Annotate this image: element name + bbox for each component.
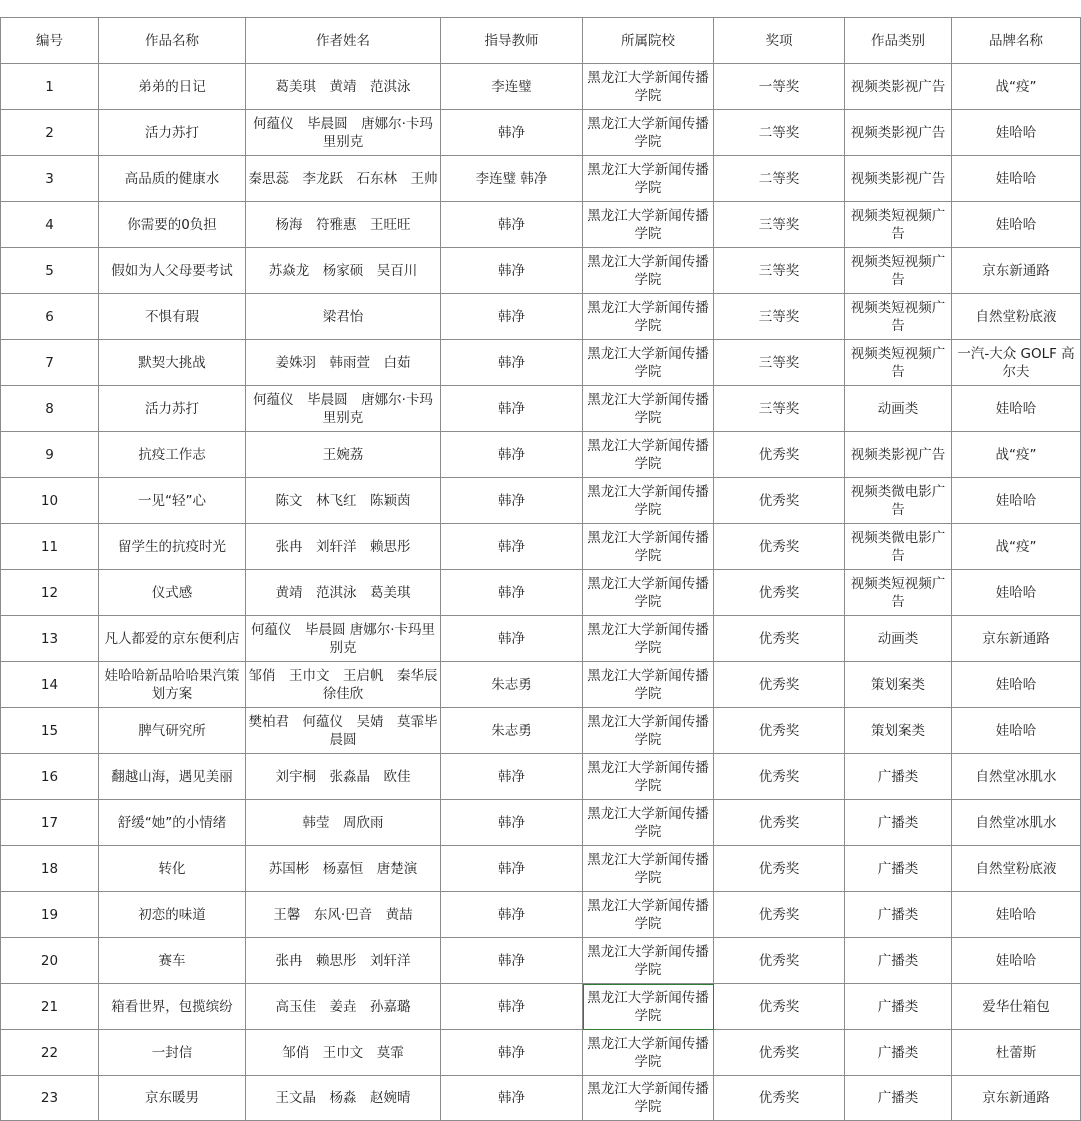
cell-title: 转化	[99, 846, 246, 892]
cell-title: 翻越山海，遇见美丽	[99, 754, 246, 800]
cell-brand: 自然堂冰肌水	[952, 754, 1081, 800]
cell-title: 娃哈哈新品哈哈果汽策划方案	[99, 662, 246, 708]
cell-number: 22	[1, 1030, 99, 1076]
cell-category: 策划案类	[845, 662, 952, 708]
cell-school: 黑龙江大学新闻传播学院	[583, 156, 714, 202]
table-row	[1, 386, 1081, 432]
header-category: 作品类别	[845, 18, 952, 64]
cell-authors: 苏焱龙 杨家硕 吴百川	[246, 248, 441, 294]
cell-teacher: 韩净	[441, 202, 583, 248]
cell-brand: 娃哈哈	[952, 156, 1081, 202]
cell-authors: 梁君怡	[246, 294, 441, 340]
cell-teacher: 韩净	[441, 754, 583, 800]
cell-brand: 娃哈哈	[952, 892, 1081, 938]
cell-title: 留学生的抗疫时光	[99, 524, 246, 570]
cell-teacher: 韩净	[441, 1030, 583, 1076]
cell-brand: 娃哈哈	[952, 202, 1081, 248]
cell-teacher: 韩净	[441, 892, 583, 938]
table-row	[1, 64, 1081, 110]
cell-number: 17	[1, 800, 99, 846]
cell-brand: 娃哈哈	[952, 708, 1081, 754]
header-authors: 作者姓名	[246, 18, 441, 64]
cell-title: 弟弟的日记	[99, 64, 246, 110]
cell-brand: 战“疫”	[952, 432, 1081, 478]
cell-brand: 娃哈哈	[952, 478, 1081, 524]
cell-number: 3	[1, 156, 99, 202]
header-title: 作品名称	[99, 18, 246, 64]
cell-brand: 娃哈哈	[952, 938, 1081, 984]
cell-authors: 杨海 符雅惠 王旺旺	[246, 202, 441, 248]
cell-category: 视频类短视频广告	[845, 202, 952, 248]
cell-award: 优秀奖	[714, 892, 845, 938]
cell-school: 黑龙江大学新闻传播学院	[583, 1076, 714, 1121]
cell-brand: 娃哈哈	[952, 662, 1081, 708]
cell-authors: 樊柏君 何蕴仪 吴婧 莫霏毕晨圆	[246, 708, 441, 754]
header-award: 奖项	[714, 18, 845, 64]
cell-title: 你需要的0负担	[99, 202, 246, 248]
cell-category: 广播类	[845, 846, 952, 892]
cell-category: 广播类	[845, 1076, 952, 1121]
cell-title: 赛车	[99, 938, 246, 984]
cell-authors: 何蕴仪 毕晨圆 唐娜尔·卡玛里别克	[246, 616, 441, 662]
cell-title: 凡人都爱的京东便利店	[99, 616, 246, 662]
cell-category: 视频类影视广告	[845, 156, 952, 202]
cell-teacher: 韩净	[441, 340, 583, 386]
cell-school: 黑龙江大学新闻传播学院	[583, 432, 714, 478]
cell-category: 视频类短视频广告	[845, 248, 952, 294]
cell-category: 视频类短视频广告	[845, 294, 952, 340]
cell-authors: 张冉 刘轩洋 赖思彤	[246, 524, 441, 570]
cell-title: 假如为人父母要考试	[99, 248, 246, 294]
cell-category: 视频类微电影广告	[845, 478, 952, 524]
cell-number: 4	[1, 202, 99, 248]
header-brand: 品牌名称	[952, 18, 1081, 64]
cell-brand: 战“疫”	[952, 64, 1081, 110]
cell-number: 20	[1, 938, 99, 984]
cell-title: 高品质的健康水	[99, 156, 246, 202]
cell-authors: 葛美琪 黄靖 范淇泳	[246, 64, 441, 110]
cell-number: 19	[1, 892, 99, 938]
cell-school: 黑龙江大学新闻传播学院	[583, 570, 714, 616]
cell-category: 视频类微电影广告	[845, 524, 952, 570]
cell-authors: 王婉荔	[246, 432, 441, 478]
cell-school: 黑龙江大学新闻传播学院	[583, 846, 714, 892]
cell-award: 优秀奖	[714, 570, 845, 616]
cell-school: 黑龙江大学新闻传播学院	[583, 708, 714, 754]
cell-number: 13	[1, 616, 99, 662]
cell-authors: 邹俏 王巾文 莫霏	[246, 1030, 441, 1076]
table-row	[1, 478, 1081, 524]
cell-number: 12	[1, 570, 99, 616]
cell-authors: 苏国彬 杨嘉恒 唐楚演	[246, 846, 441, 892]
cell-authors: 陈文 林飞红 陈颖茵	[246, 478, 441, 524]
cell-brand: 战“疫”	[952, 524, 1081, 570]
cell-award: 优秀奖	[714, 524, 845, 570]
cell-brand: 一汽-大众 GOLF 高尔夫	[952, 340, 1081, 386]
cell-school: 黑龙江大学新闻传播学院	[583, 524, 714, 570]
cell-title: 京东暖男	[99, 1076, 246, 1121]
cell-title: 一封信	[99, 1030, 246, 1076]
cell-authors: 王馨 东风·巴音 黄喆	[246, 892, 441, 938]
cell-category: 广播类	[845, 1030, 952, 1076]
cell-category: 广播类	[845, 754, 952, 800]
cell-award: 三等奖	[714, 248, 845, 294]
cell-award: 优秀奖	[714, 984, 845, 1030]
cell-award: 优秀奖	[714, 846, 845, 892]
cell-school: 黑龙江大学新闻传播学院	[583, 478, 714, 524]
cell-brand: 自然堂粉底液	[952, 294, 1081, 340]
cell-award: 三等奖	[714, 340, 845, 386]
cell-brand: 京东新通路	[952, 1076, 1081, 1121]
cell-number: 16	[1, 754, 99, 800]
cell-teacher: 韩净	[441, 570, 583, 616]
cell-brand: 杜蕾斯	[952, 1030, 1081, 1076]
cell-award: 优秀奖	[714, 662, 845, 708]
cell-brand: 自然堂粉底液	[952, 846, 1081, 892]
table-row	[1, 1076, 1081, 1121]
table-row	[1, 800, 1081, 846]
cell-title: 仪式感	[99, 570, 246, 616]
table-row	[1, 754, 1081, 800]
table-row	[1, 432, 1081, 478]
cell-number: 23	[1, 1076, 99, 1121]
cell-teacher: 韩净	[441, 478, 583, 524]
header-teacher: 指导教师	[441, 18, 583, 64]
cell-title: 箱看世界，包揽缤纷	[99, 984, 246, 1030]
cell-teacher: 韩净	[441, 846, 583, 892]
cell-award: 优秀奖	[714, 708, 845, 754]
cell-teacher: 朱志勇	[441, 662, 583, 708]
cell-authors: 张冉 赖思彤 刘轩洋	[246, 938, 441, 984]
cell-brand: 京东新通路	[952, 616, 1081, 662]
cell-authors: 韩莹 周欣雨	[246, 800, 441, 846]
awards-table	[0, 17, 1081, 1121]
cell-teacher: 韩净	[441, 248, 583, 294]
cell-school: 黑龙江大学新闻传播学院	[583, 938, 714, 984]
cell-authors: 黄靖 范淇泳 葛美琪	[246, 570, 441, 616]
table-row	[1, 110, 1081, 156]
cell-teacher: 韩净	[441, 616, 583, 662]
cell-number: 2	[1, 110, 99, 156]
cell-teacher: 韩净	[441, 294, 583, 340]
cell-category: 广播类	[845, 800, 952, 846]
cell-award: 一等奖	[714, 64, 845, 110]
cell-brand: 京东新通路	[952, 248, 1081, 294]
cell-school: 黑龙江大学新闻传播学院	[583, 800, 714, 846]
cell-authors: 何蕴仪 毕晨圆 唐娜尔·卡玛里别克	[246, 110, 441, 156]
table-row	[1, 616, 1081, 662]
cell-award: 二等奖	[714, 156, 845, 202]
cell-number: 21	[1, 984, 99, 1030]
cell-teacher: 韩净	[441, 432, 583, 478]
cell-number: 11	[1, 524, 99, 570]
table-row	[1, 662, 1081, 708]
cell-award: 优秀奖	[714, 616, 845, 662]
cell-title: 活力苏打	[99, 110, 246, 156]
cell-school: 黑龙江大学新闻传播学院	[583, 892, 714, 938]
header-number: 编号	[1, 18, 99, 64]
cell-category: 广播类	[845, 892, 952, 938]
table-row	[1, 1030, 1081, 1076]
cell-title: 舒缓“她”的小情绪	[99, 800, 246, 846]
cell-number: 5	[1, 248, 99, 294]
cell-school: 黑龙江大学新闻传播学院	[583, 662, 714, 708]
cell-award: 优秀奖	[714, 754, 845, 800]
cell-brand: 娃哈哈	[952, 110, 1081, 156]
cell-award: 三等奖	[714, 202, 845, 248]
cell-award: 优秀奖	[714, 432, 845, 478]
cell-award: 优秀奖	[714, 1076, 845, 1121]
table-row	[1, 708, 1081, 754]
cell-award: 优秀奖	[714, 938, 845, 984]
cell-category: 视频类短视频广告	[845, 340, 952, 386]
cell-teacher: 韩净	[441, 386, 583, 432]
cell-category: 视频类影视广告	[845, 64, 952, 110]
cell-brand: 娃哈哈	[952, 386, 1081, 432]
cell-brand: 自然堂冰肌水	[952, 800, 1081, 846]
cell-teacher: 韩净	[441, 984, 583, 1030]
cell-award: 三等奖	[714, 386, 845, 432]
cell-category: 策划案类	[845, 708, 952, 754]
cell-school: 黑龙江大学新闻传播学院	[583, 1030, 714, 1076]
cell-teacher: 韩净	[441, 110, 583, 156]
table-row	[1, 984, 1081, 1030]
cell-category: 广播类	[845, 984, 952, 1030]
cell-teacher: 韩净	[441, 1076, 583, 1121]
cell-number: 9	[1, 432, 99, 478]
cell-school: 黑龙江大学新闻传播学院	[583, 386, 714, 432]
table-row	[1, 156, 1081, 202]
cell-category: 动画类	[845, 386, 952, 432]
cell-teacher: 朱志勇	[441, 708, 583, 754]
table-row	[1, 248, 1081, 294]
cell-school: 黑龙江大学新闻传播学院	[583, 64, 714, 110]
cell-category: 视频类影视广告	[845, 432, 952, 478]
cell-title: 默契大挑战	[99, 340, 246, 386]
cell-number: 15	[1, 708, 99, 754]
cell-category: 视频类影视广告	[845, 110, 952, 156]
header-school: 所属院校	[583, 18, 714, 64]
cell-authors: 高玉佳 姜垚 孙嘉璐	[246, 984, 441, 1030]
table-row	[1, 570, 1081, 616]
table-row	[1, 340, 1081, 386]
cell-school: 黑龙江大学新闻传播学院	[583, 248, 714, 294]
cell-authors: 王文晶 杨淼 赵婉晴	[246, 1076, 441, 1121]
cell-title: 初恋的味道	[99, 892, 246, 938]
cell-school: 黑龙江大学新闻传播学院	[583, 110, 714, 156]
cell-number: 10	[1, 478, 99, 524]
cell-number: 7	[1, 340, 99, 386]
cell-authors: 秦思蕊 李龙跃 石东林 王帅	[246, 156, 441, 202]
cell-number: 14	[1, 662, 99, 708]
cell-number: 8	[1, 386, 99, 432]
cell-category: 动画类	[845, 616, 952, 662]
cell-brand: 爱华仕箱包	[952, 984, 1081, 1030]
cell-school: 黑龙江大学新闻传播学院	[583, 754, 714, 800]
cell-number: 1	[1, 64, 99, 110]
cell-school: 黑龙江大学新闻传播学院	[583, 340, 714, 386]
cell-school: 黑龙江大学新闻传播学院	[583, 984, 714, 1030]
table-row	[1, 846, 1081, 892]
cell-authors: 姜姝羽 韩雨萱 白茹	[246, 340, 441, 386]
cell-authors: 邹俏 王巾文 王启帆 秦华辰 徐佳欣	[246, 662, 441, 708]
cell-award: 优秀奖	[714, 800, 845, 846]
cell-authors: 何蕴仪 毕晨圆 唐娜尔·卡玛里别克	[246, 386, 441, 432]
cell-award: 三等奖	[714, 294, 845, 340]
cell-title: 一见“轻”心	[99, 478, 246, 524]
cell-brand: 娃哈哈	[952, 570, 1081, 616]
cell-number: 18	[1, 846, 99, 892]
cell-school: 黑龙江大学新闻传播学院	[583, 616, 714, 662]
cell-title: 脾气研究所	[99, 708, 246, 754]
cell-category: 广播类	[845, 938, 952, 984]
cell-teacher: 李连璧	[441, 64, 583, 110]
cell-teacher: 李连璧 韩净	[441, 156, 583, 202]
cell-school: 黑龙江大学新闻传播学院	[583, 294, 714, 340]
header-row	[1, 18, 1081, 64]
cell-title: 抗疫工作志	[99, 432, 246, 478]
cell-award: 优秀奖	[714, 1030, 845, 1076]
table-row	[1, 294, 1081, 340]
cell-category: 视频类短视频广告	[845, 570, 952, 616]
cell-teacher: 韩净	[441, 800, 583, 846]
cell-number: 6	[1, 294, 99, 340]
table-row	[1, 892, 1081, 938]
cell-title: 活力苏打	[99, 386, 246, 432]
table-row	[1, 202, 1081, 248]
table-row	[1, 524, 1081, 570]
cell-teacher: 韩净	[441, 938, 583, 984]
cell-authors: 刘宇桐 张淼晶 欧佳	[246, 754, 441, 800]
cell-award: 二等奖	[714, 110, 845, 156]
cell-teacher: 韩净	[441, 524, 583, 570]
cell-title: 不惧有瑕	[99, 294, 246, 340]
cell-school: 黑龙江大学新闻传播学院	[583, 202, 714, 248]
cell-award: 优秀奖	[714, 478, 845, 524]
table-row	[1, 938, 1081, 984]
